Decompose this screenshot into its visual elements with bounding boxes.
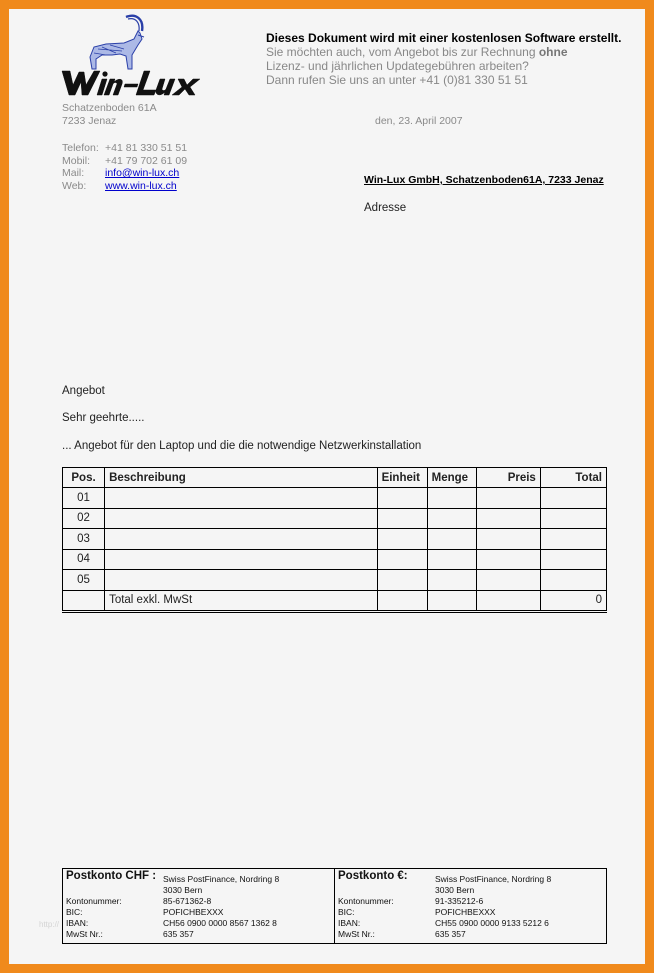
- promo-line-2: Sie möchten auch, vom Angebot bis zur Rechnung ohne: [266, 45, 568, 59]
- row-quantity[interactable]: [427, 549, 476, 570]
- postkonto-eur-title: Postkonto €:: [338, 870, 408, 882]
- row-total: [540, 529, 606, 550]
- postkonto-chf-title: Postkonto CHF :: [66, 870, 157, 882]
- row-pos: 02: [63, 508, 105, 529]
- chf-bic: POFICHBEXXX: [163, 907, 224, 917]
- recipient-address: Adresse: [364, 202, 407, 214]
- contact-block: [62, 142, 187, 192]
- watermark: http://: [39, 920, 60, 929]
- header-unit: Einheit: [377, 468, 427, 488]
- chf-iban: CH56 0900 0000 8567 1362 8: [163, 918, 277, 928]
- row-description[interactable]: [105, 488, 378, 509]
- eur-account: 91-335212-6: [435, 896, 484, 906]
- total-value: 0: [540, 590, 606, 612]
- row-total: [540, 570, 606, 591]
- row-unit[interactable]: [377, 488, 427, 509]
- company-city: 7233 Jenaz: [62, 114, 117, 127]
- web-link[interactable]: www.win-lux.ch: [105, 179, 177, 192]
- header-description: Beschreibung: [105, 468, 378, 488]
- win-lux-logo: [54, 9, 214, 99]
- eur-bank: Swiss PostFinance, Nordring 8: [435, 874, 552, 884]
- document-date: den, 23. April 2007: [375, 115, 463, 127]
- row-pos: 03: [63, 529, 105, 550]
- row-description[interactable]: [105, 549, 378, 570]
- subject: Angebot: [62, 385, 105, 397]
- total-row-pos: [63, 590, 105, 612]
- company-street: Schatzenboden 61A: [62, 102, 157, 114]
- row-price[interactable]: [476, 488, 540, 509]
- sender-line: Win-Lux GmbH, Schatzenboden61A, 7233 Jenaz: [364, 174, 604, 186]
- eur-bic: POFICHBEXXX: [435, 907, 496, 917]
- row-quantity[interactable]: [427, 529, 476, 550]
- row-unit[interactable]: [377, 549, 427, 570]
- header-total: Total: [540, 468, 606, 488]
- table-row: [63, 529, 607, 550]
- salutation: Sehr geehrte.....: [62, 412, 145, 424]
- header-quantity: Menge: [427, 468, 476, 488]
- bank-footer: [62, 868, 607, 944]
- mail-link[interactable]: info@win-lux.ch: [105, 167, 180, 179]
- row-quantity[interactable]: [427, 488, 476, 509]
- row-price[interactable]: [476, 570, 540, 591]
- table-row: [63, 488, 607, 509]
- row-total: [540, 549, 606, 570]
- row-description[interactable]: [105, 529, 378, 550]
- table-header: [63, 468, 607, 488]
- total-row: [63, 590, 607, 612]
- table-row: [63, 508, 607, 529]
- row-price[interactable]: [476, 508, 540, 529]
- contact-phone: Telefon: +41 81 330 51 51: [62, 142, 188, 154]
- contact-web: Web: www.win-lux.ch: [62, 179, 177, 192]
- row-pos: 05: [63, 570, 105, 591]
- promo-line-4: Dann rufen Sie uns an unter +41 (0)81 330 51 51: [266, 73, 528, 87]
- promo-line-1: Dieses Dokument wird mit einer kostenlosen Software erstellt.: [266, 31, 622, 45]
- row-total: [540, 508, 606, 529]
- table-row: [63, 570, 607, 591]
- chf-account: 85-671362-8: [163, 896, 212, 906]
- total-label: Total exkl. MwSt: [105, 590, 378, 612]
- contact-mobile: Mobil: +41 79 702 61 09: [62, 154, 188, 167]
- eur-iban: CH55 0900 0000 9133 5212 6: [435, 918, 549, 928]
- promo-text: [266, 31, 621, 87]
- row-total: [540, 488, 606, 509]
- postkonto-chf: Postkonto CHF : Swiss PostFinance, Nordring 8 3030 Bern Kontonummer: 85-671362-8 BIC: POFICHBEXXX IBAN: CH56 0900 0000 8567 1362 8 MwSt Nr.: 635 357: [63, 869, 334, 943]
- row-unit[interactable]: [377, 508, 427, 529]
- items-table: [62, 467, 607, 613]
- chf-bank: Swiss PostFinance, Nordring 8: [163, 874, 280, 884]
- eur-city: 3030 Bern: [435, 885, 475, 895]
- row-unit[interactable]: [377, 570, 427, 591]
- eur-vat: 635 357: [435, 929, 466, 939]
- table-row: [63, 549, 607, 570]
- row-price[interactable]: [476, 529, 540, 550]
- row-description[interactable]: [105, 508, 378, 529]
- header-price: Preis: [476, 468, 540, 488]
- chf-vat: 635 357: [163, 929, 194, 939]
- chf-city: 3030 Bern: [163, 885, 203, 895]
- company-address: [62, 102, 157, 127]
- row-quantity[interactable]: [427, 570, 476, 591]
- row-price[interactable]: [476, 549, 540, 570]
- header-pos: Pos.: [63, 468, 105, 488]
- row-pos: 01: [63, 488, 105, 509]
- intro-text: ... Angebot für den Laptop und die die notwendige Netzwerkinstallation: [62, 440, 422, 452]
- contact-mail: Mail: info@win-lux.ch: [62, 167, 180, 179]
- postkonto-eur: Postkonto €: Swiss PostFinance, Nordring 8 3030 Bern Kontonummer: 91-335212-6 BIC: POFICHBEXXX IBAN: CH55 0900 0000 9133 5212 6 MwSt Nr.: 635 357: [334, 869, 606, 943]
- document-page: [9, 9, 645, 964]
- row-unit[interactable]: [377, 529, 427, 550]
- row-quantity[interactable]: [427, 508, 476, 529]
- promo-line-3: Lizenz- und jährlichen Updategebühren arbeiten?: [266, 59, 529, 73]
- row-pos: 04: [63, 549, 105, 570]
- ibex-icon: [54, 9, 214, 99]
- row-description[interactable]: [105, 570, 378, 591]
